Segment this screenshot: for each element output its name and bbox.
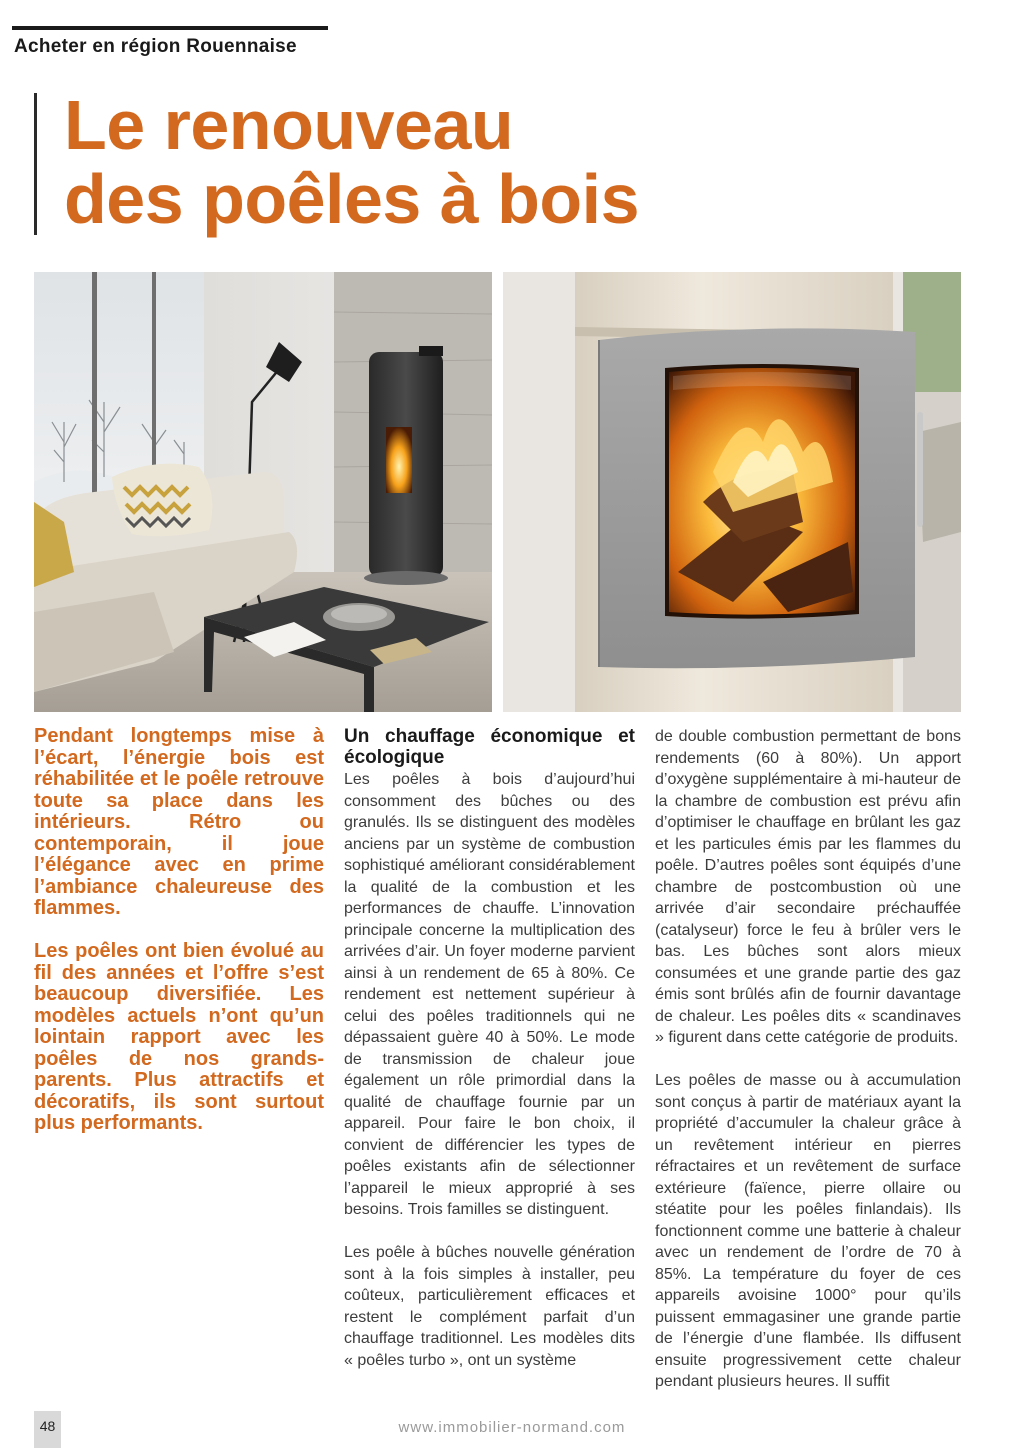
footer-url[interactable]: www.immobilier-normand.com <box>398 1419 626 1436</box>
page-title <box>64 88 639 236</box>
section-subheading: Un chauffage économique et écologique <box>344 726 635 768</box>
article-column-right <box>655 726 961 1393</box>
body-paragraph: Les poêle à bûches nouvelle génération sont à la fois simples à installer, peu coûteux, particulièrement efficaces et restent le complément parfait d’un chauffage traditionnel. Les modèles dits « poêles turbo », ont un système <box>344 1244 635 1369</box>
page-number: 48 <box>34 1411 61 1448</box>
wood-stove-fire-illustration <box>503 272 961 712</box>
article-column-middle <box>344 726 635 1371</box>
header-rule <box>12 26 328 30</box>
wood-stove-fire-photo <box>503 272 961 712</box>
body-paragraph: de double combustion permettant de bons rendements (60 à 80%). Un apport d’oxygène supplémentaire à mi-hauteur de la chambre de combustion est prévu afin d’optimiser le chauffage en brûlant les gaz et les particules émis par les flammes du poêle. D’autres poêles sont équipés d’une chambre de postcombustion où une arrivée d’air secondaire préchauffée (catalyseur) force le feu à brûler vers le bas. Les bûches sont alors mieux consumées et une grande partie des gaz émis sont brûlés afin de fournir davantage de chaleur. Les poêles dits « scandinaves » figurent dans cette catégorie de produits. <box>655 728 961 1046</box>
title-line-2: des poêles à bois <box>64 160 640 238</box>
lead-paragraph-2: Les poêles ont bien évolué au fil des années et l’offre s’est beaucoup diversifiée. Les modèles actuels n’ont qu’un lointain rapport avec les poêles de nos grands-parents. Plus attractifs et décoratifs, ils sont surtout plus performants. <box>34 940 324 1134</box>
body-paragraph: Les poêles à bois d’aujourd’hui consomment des bûches ou des granulés. Ils se distinguent des modèles anciens par un système de combustion sophistiqué améliorant considérablement la qualité de la combustion et les performances de chauffe. L’innovation principale concerne la multiplication des arrivées d’air. Un foyer moderne parvient ainsi à un rendement de 65 à 80%. Ce rendement est nettement supérieur à celui des poêles traditionnels qui ne dépassaient guère 40 à 50%. Le mode de transmission de chaleur joue également un rôle primordial dans la qualité de chauffage fournie par un appareil. Pour faire le bon choix, il convient de différencier les types de poêles existants afin de sélectionner l’appareil le mieux approprié à ses besoins. Trois familles se distinguent. <box>344 771 635 1218</box>
body-paragraph: Les poêles de masse ou à accumulation sont conçus à partir de matériaux ayant la propriété d’accumuler la chaleur grâce à un revêtement intérieur en pierres réfractaires et un revêtement de surface extérieure (faïence, pierre ollaire ou stéatite pour les poêles finlandais). Ils fonctionnent comme une batterie à chaleur avec un rendement de l’ordre de 70 à 85%. La température du foyer de ces appareils avoisine 1000° pour qu’ils puissent emmagasiner une grande partie de l’énergie d’une flambée. Ils diffusent ensuite progressivement cette chaleur pendant plusieurs heures. Il suffit <box>655 1072 961 1390</box>
living-room-stove-photo <box>34 272 492 712</box>
title-line-1: Le renouveau <box>64 86 514 164</box>
section-label: Acheter en région Rouennaise <box>14 36 297 57</box>
lead-paragraph-1: Pendant longtemps mise à l’écart, l’énergie bois est réhabilitée et le poêle retrouve toute sa place dans les intérieurs. Rétro ou contemporain, il joue l’élégance avec en prime l’ambiance chaleureuse des flammes. <box>34 725 324 919</box>
title-accent-bar <box>34 93 37 235</box>
living-room-stove-illustration <box>34 272 492 712</box>
